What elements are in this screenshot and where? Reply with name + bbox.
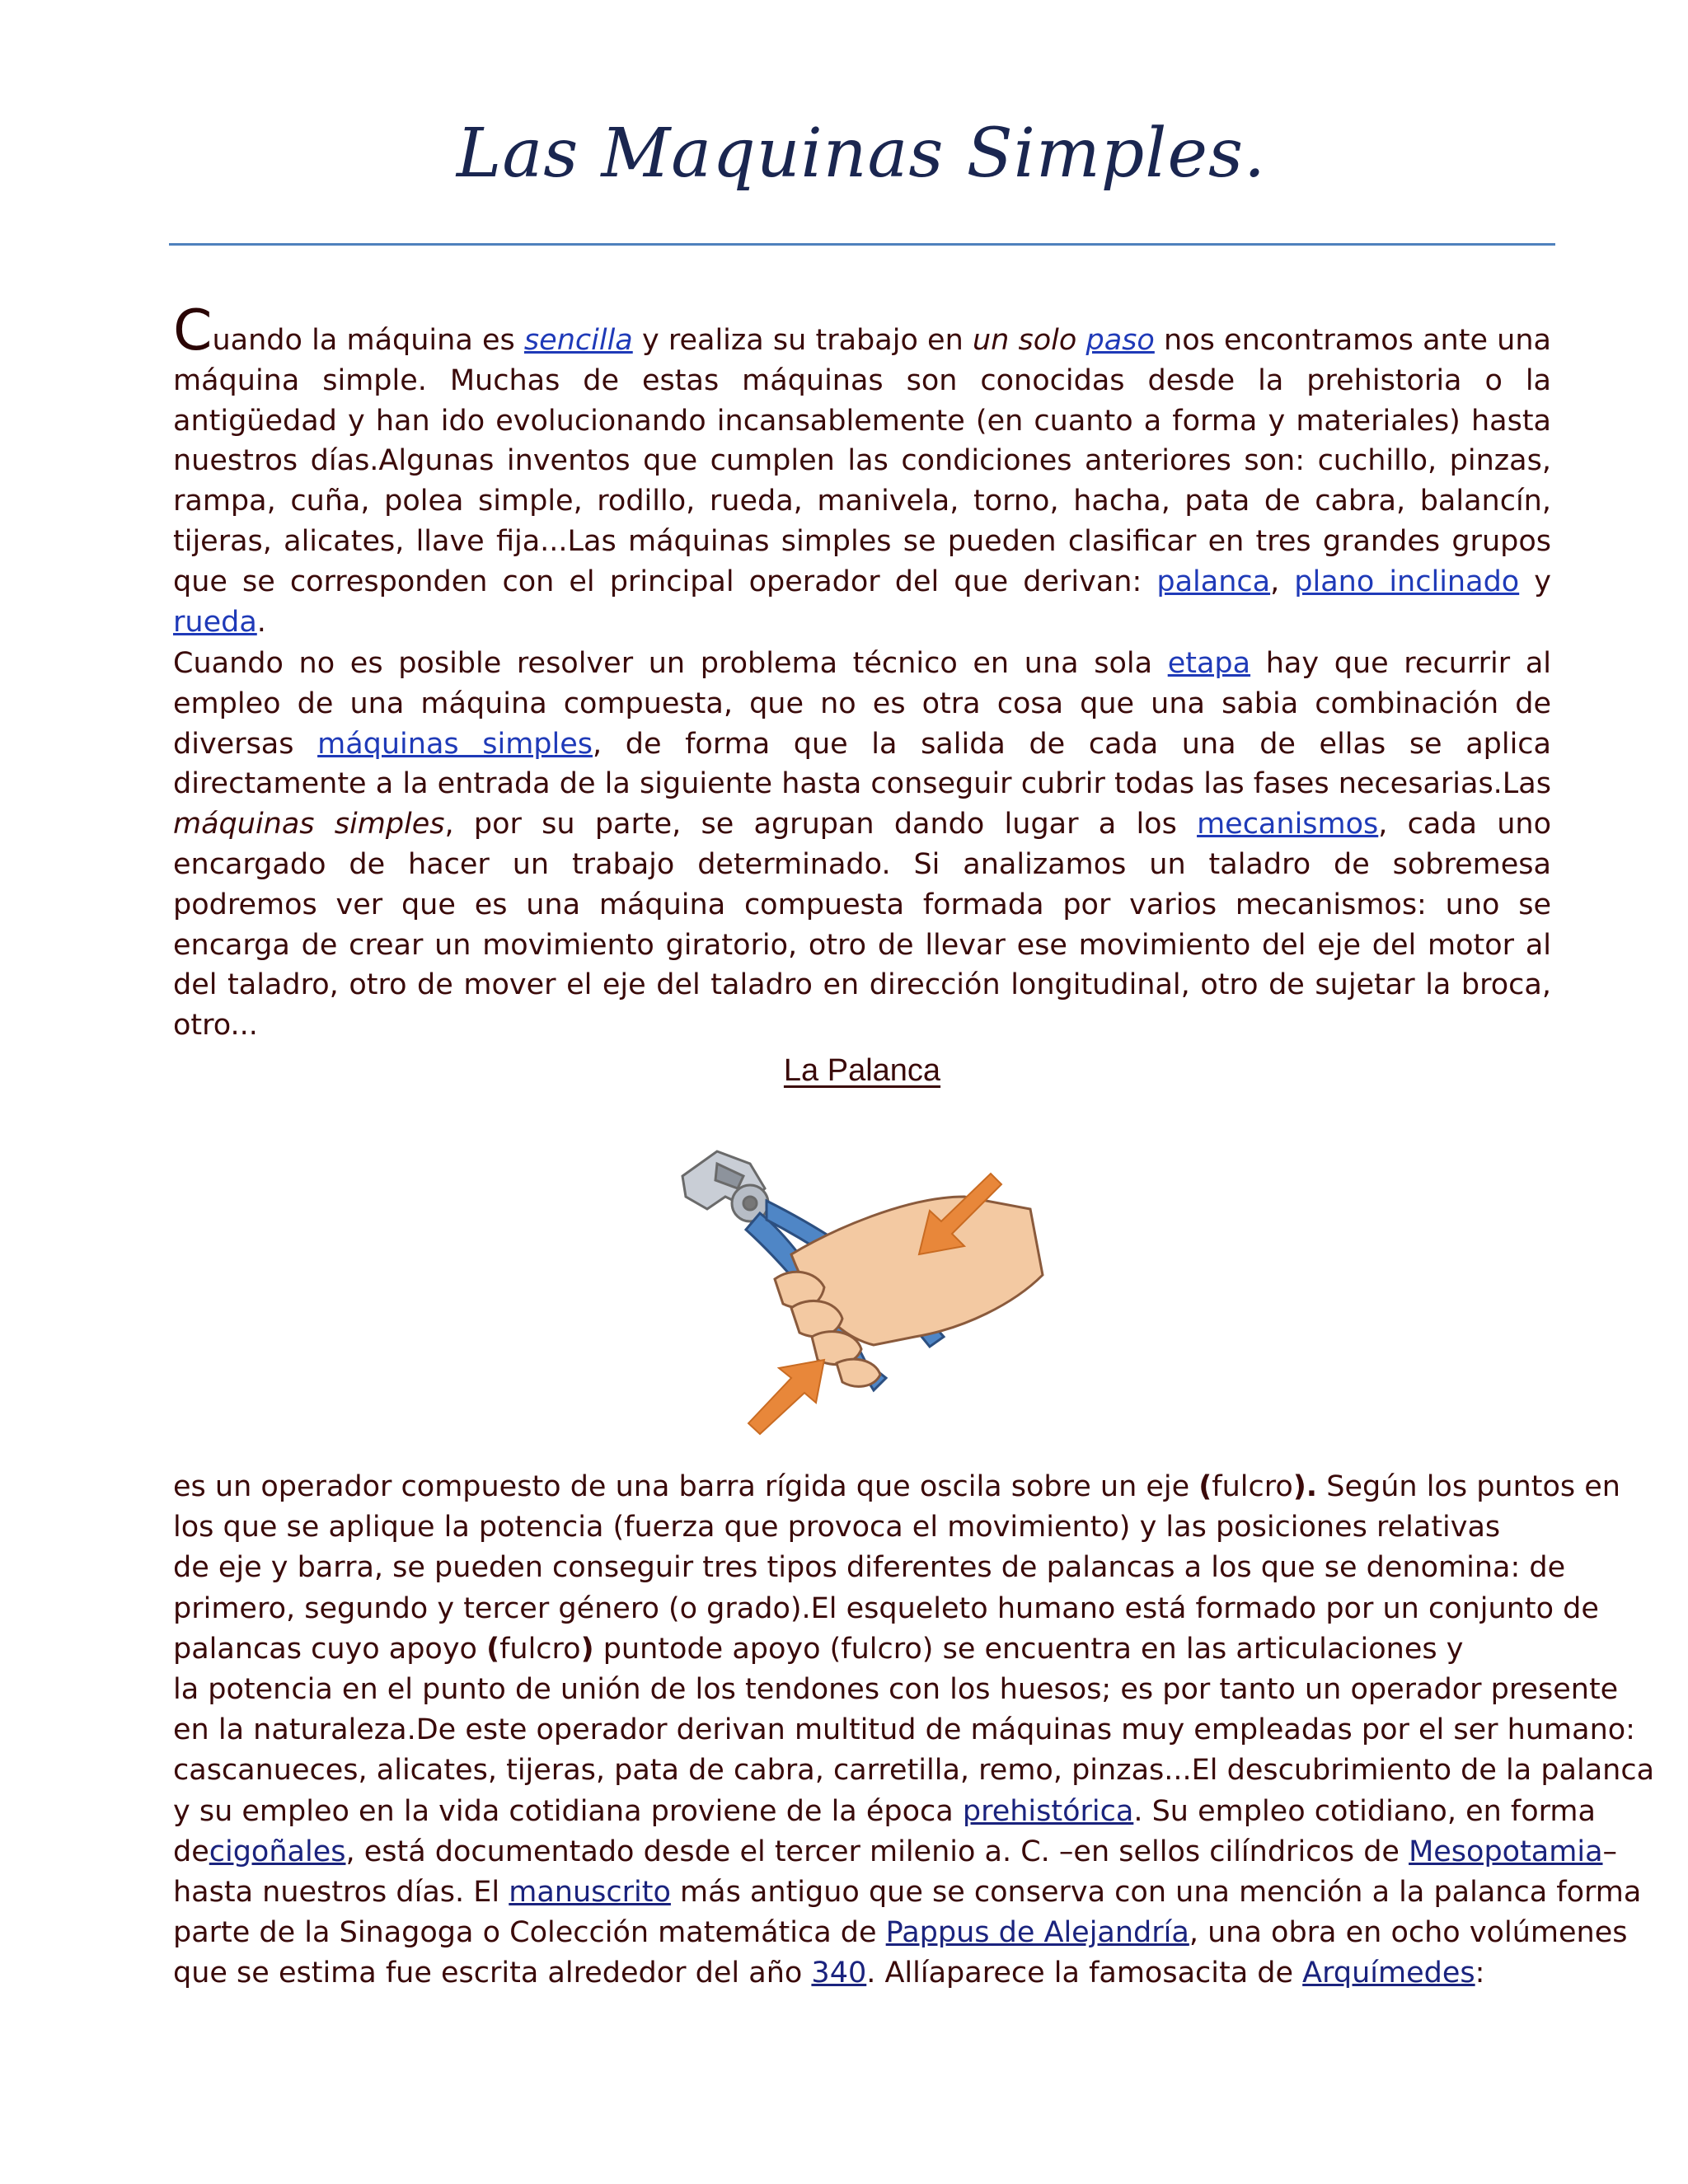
- text-run: puntode apoyo (fulcro) se encuentra en las articulaciones y: [593, 1632, 1464, 1666]
- title-divider: [169, 243, 1555, 246]
- drop-cap: C: [173, 298, 213, 363]
- link-maquinas-simples[interactable]: máquinas simples: [317, 727, 593, 761]
- section-heading-text: La Palanca: [783, 1053, 941, 1088]
- link-manuscrito[interactable]: manuscrito: [509, 1876, 671, 1910]
- link-arquimedes[interactable]: Arquímedes: [1302, 1957, 1475, 1990]
- text-line: primero, segundo y tercer género (o grado).El esqueleto humano está formado por un conjunto de: [173, 1591, 1599, 1625]
- link-prehistorica[interactable]: prehistórica: [962, 1794, 1134, 1828]
- text-run: ,: [1270, 565, 1295, 598]
- link-mecanismos[interactable]: mecanismos: [1197, 808, 1379, 841]
- text-run: nos encontramos ante una máquina simple. Muchas de estas máquinas son conocidas desde la prehistoria o la antigüedad y han ido evolucionando incansablemente (en cuanto a forma y materiales) hasta nuestros días.Algunas inventos que cumplen las condiciones anteriores son: cuchillo, pinzas, rampa, cuña, polea simple, rodillo, rueda, manivela, torno, hacha, pata de cabra, balancín, tijeras, alicates, llave fija...Las máquinas simples se pueden clasificar en tres grandes grupos que se corresponden con el principal operador del que derivan:: [173, 324, 1551, 598]
- text-run: que se estima fue escrita alrededor del año: [173, 1957, 812, 1990]
- intro-paragraph: [173, 298, 1551, 639]
- text-run: y: [1519, 565, 1551, 598]
- link-340[interactable]: 340: [811, 1957, 867, 1990]
- text-line: [173, 1872, 1642, 1913]
- italic-un-solo: un solo: [972, 324, 1077, 357]
- text-run: más antiguo que se conserva con una mención a la palanca forma: [670, 1876, 1642, 1910]
- bold-run: (: [486, 1632, 500, 1666]
- link-sencilla[interactable]: sencilla: [523, 324, 633, 357]
- pliers-in-hand-icon: [668, 1131, 1055, 1436]
- text-run: hasta nuestros días. El: [173, 1876, 509, 1910]
- text-run: hay que recurrir al empleo de una máquina compuesta, que no es otra cosa que una sabia combinación de diversas: [173, 647, 1551, 761]
- text-run: y realiza su trabajo en: [632, 324, 973, 357]
- text-run: :: [1475, 1957, 1485, 1990]
- text-line: en la naturaleza.De este operador derivan multitud de máquinas muy empleadas por el ser humano:: [173, 1713, 1635, 1747]
- bold-run: (: [1198, 1470, 1212, 1503]
- section-heading: [169, 1053, 1555, 1089]
- text-run: , por su parte, se agrupan dando lugar a los: [444, 808, 1198, 841]
- text-line: [173, 1953, 1551, 1994]
- text-run: , cada uno encargado de hacer un trabajo determinado. Si analizamos un taladro de sobremesa podremos ver que es una máquina compuesta formada por varios mecanismos: uno se encarga de crear un movimiento giratorio, otro de llevar ese movimiento del eje del motor al del taladro, otro de mover el eje del taladro en dirección longitudinal, otro de sujetar la broca, otro...: [173, 808, 1552, 1043]
- text-run: , de forma que la salida de cada una de ellas se aplica directamente a la entrada de la siguiente hasta conseguir cubrir todas las fases necesarias.Las: [173, 727, 1551, 801]
- text-run: uando la máquina es: [212, 324, 524, 357]
- text-line: los que se aplique la potencia (fuerza que provoca el movimiento) y las posiciones relativas: [173, 1511, 1501, 1544]
- link-pappus[interactable]: Pappus de Alejandría: [885, 1916, 1189, 1950]
- link-cigonales[interactable]: cigoñales: [209, 1835, 346, 1868]
- text-run: fulcro: [1212, 1470, 1293, 1503]
- link-paso[interactable]: paso: [1085, 324, 1155, 357]
- text-line: cascanueces, alicates, tijeras, pata de cabra, carretilla, remo, pinzas...El descubrimiento de la palanca: [173, 1754, 1655, 1788]
- text-run: Cuando no es posible resolver un problema técnico en una sola: [173, 647, 1168, 680]
- text-run: . Su empleo cotidiano, en forma: [1133, 1794, 1596, 1828]
- italic-maquinas-simples: máquinas simples: [173, 808, 445, 841]
- text-run: es un operador compuesto de una barra rígida que oscila sobre un eje: [173, 1470, 1199, 1503]
- text-run: , una obra en ocho volúmenes: [1189, 1916, 1628, 1950]
- text-run: parte de la Sinagoga o Colección matemática de: [173, 1916, 886, 1950]
- bold-run: ): [580, 1632, 594, 1666]
- text-run: de: [173, 1835, 209, 1868]
- link-rueda[interactable]: rueda: [173, 605, 257, 639]
- hand: [775, 1197, 1043, 1386]
- text-run: [1076, 324, 1085, 357]
- bold-run: ).: [1292, 1470, 1318, 1503]
- text-line: [173, 1467, 1620, 1507]
- text-line: [173, 1913, 1628, 1953]
- link-plano-inclinado[interactable]: plano inclinado: [1294, 565, 1520, 598]
- text-run: . Allíaparece la famosacita de: [866, 1957, 1303, 1990]
- text-run: palancas cuyo apoyo: [173, 1632, 487, 1666]
- text-line: la potencia en el punto de unión de los tendones con los huesos; es por tanto un operador presente: [173, 1673, 1619, 1707]
- link-etapa[interactable]: etapa: [1167, 647, 1251, 680]
- lever-paragraph: [173, 1467, 1655, 2003]
- text-run: –: [1602, 1835, 1618, 1868]
- pliers-jaws: [682, 1151, 768, 1221]
- document-title: Las Maquinas Simples.: [456, 115, 1267, 193]
- text-line: de eje y barra, se pueden conseguir tres tipos diferentes de palancas a los que se denomina: de: [173, 1551, 1566, 1585]
- link-mesopotamia[interactable]: Mesopotamia: [1409, 1835, 1603, 1868]
- text-run: y su empleo en la vida cotidiana proviene de la época: [173, 1794, 963, 1828]
- link-palanca[interactable]: palanca: [1156, 565, 1271, 598]
- text-run: , está documentado desde el tercer milenio a. C. –en sellos cilíndricos de: [345, 1835, 1409, 1868]
- text-run: Según los puntos en: [1317, 1470, 1620, 1503]
- text-line: [173, 1792, 1596, 1832]
- text-run: .: [256, 605, 266, 639]
- text-line: [173, 1629, 1551, 1670]
- text-run: fulcro: [499, 1632, 581, 1666]
- text-line: [173, 1832, 1618, 1872]
- compound-machine-paragraph: [173, 644, 1552, 1043]
